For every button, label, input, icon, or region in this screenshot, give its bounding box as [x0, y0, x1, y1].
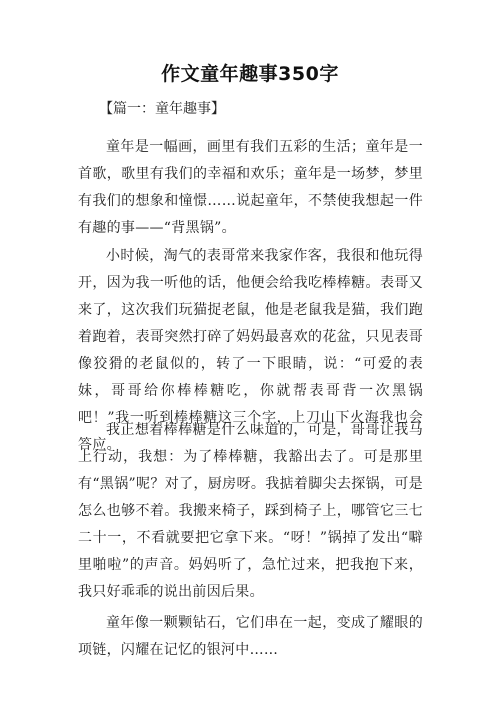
paragraph: 童年像一颗颗钻石，它们串在一起，变成了耀眼的项链，闪耀在记忆的银河中…… [78, 615, 423, 658]
paragraph: 童年是一幅画，画里有我们五彩的生活；童年是一首歌，歌里有我们的幸福和欢乐；童年是一场梦，梦里有我们的想象和憧憬……说起童年，不禁使我想起一件有趣的事——“背黑锅”。 [78, 139, 423, 236]
section-heading: 【篇一：童年趣事】 [99, 101, 225, 117]
document-title: 作文童年趣事350字 [161, 63, 339, 85]
paragraph: 我正想着棒棒糖是什么味道的，可是，哥哥让我马上行动，我想：为了棒棒糖，我豁出去了。可是那里有“黑锅”呢？对了，厨房呀。我掂着脚尖去探锅，可是怎么也够不着。我搬来椅子，踩到椅子上，哪管它三七二十一，不看就要把它拿下来。“呀！”锅掉了发出“噼里啪啦”的声音。妈妈听了，急忙过来，把我抱下来，我只好乖乖的说出前因后果。 [78, 422, 423, 600]
paragraph: 小时候，淘气的表哥常来我家作客，我很和他玩得开，因为我一听他的话，他便会给我吃棒棒糖。表哥又来了，这次我们玩猫捉老鼠，他是老鼠我是猫，我们跑着跑着，表哥突然打碎了妈妈最喜欢的花盆，只见表哥像狡猾的老鼠似的，转了一下眼睛，说：“可爱的表妹，哥哥给你棒棒糖吃，你就帮表哥背一次黑锅吧！”我一听到棒棒糖这三个字，上刀山下火海我也会答应。 [78, 248, 423, 453]
